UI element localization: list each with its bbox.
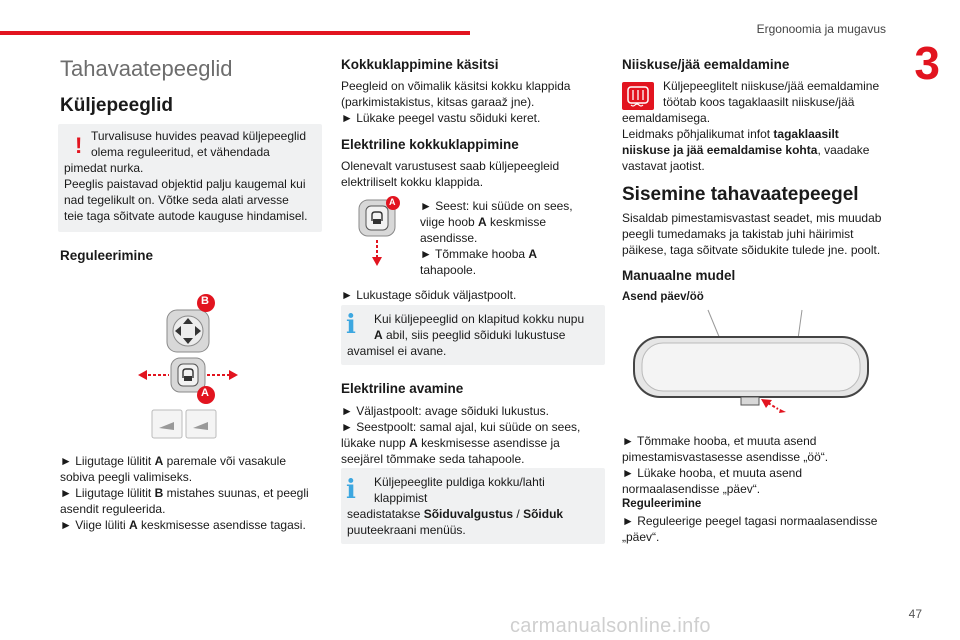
- info-icon: i: [346, 310, 356, 340]
- defrost-line-1: Küljepeeglitelt niiskuse/jää eemaldamine: [663, 79, 880, 93]
- label-a: A: [389, 197, 396, 207]
- mirror-step-1b: pimestamisvastasesse asendisse „öö“.: [622, 450, 829, 464]
- mirror-step-3a: ► Reguleerige peegel tagasi normaalasendisse: [622, 514, 878, 528]
- lock-step: ► Lukustage sõiduk väljastpoolt.: [341, 288, 517, 302]
- page-number: 47: [908, 607, 922, 621]
- interior-line-1: Sisaldab pimestamisvastast seadet, mis muudab: [622, 211, 882, 225]
- step-1-line-1: ► Liigutage lülitit A paremale või vasakule: [60, 454, 286, 468]
- defrost-line-4: Leidmaks põhjalikumat infot tagaklaasilt: [622, 127, 839, 141]
- info-2-line-4: puuteekraani menüüs.: [347, 523, 466, 537]
- defrost-line-5: niiskuse ja jää eemaldamise kohta, vaadake: [622, 143, 870, 157]
- step-3: ► Viige lüliti A keskmisesse asendisse tagasi.: [60, 518, 306, 532]
- info-1-line-1: Kui küljepeeglid on klapitud kokku nupu: [374, 312, 585, 326]
- rearview-mirror-illustration: [630, 305, 880, 415]
- defrost-line-2: töötab koos tagaklaasilt niiskuse/jää: [663, 95, 855, 109]
- electric-open-heading: Elektriline avamine: [341, 381, 464, 396]
- info-icon: i: [346, 475, 356, 505]
- defrost-line-3: eemaldamisega.: [622, 111, 711, 125]
- warning-text-2: olema reguleeritud, et vähendada: [91, 145, 270, 159]
- warning-text-3: pimedat nurka.: [64, 161, 144, 175]
- electric-fold-line-2: elektriliselt kokku klappida.: [341, 175, 484, 189]
- manual-fold-line-1: Peegleid on võimalik käsitsi kokku klappida: [341, 79, 571, 93]
- info-1-line-2: A abil, siis peeglid sõiduki lukustuse: [374, 328, 566, 342]
- page-title: Tahavaatepeeglid: [60, 56, 233, 81]
- mirror-step-2b: normaalasendisse „päev“.: [622, 482, 761, 496]
- interior-line-2: peegli tumedamaks ja takistab juhi häirimist: [622, 227, 854, 241]
- info-box-2: [341, 468, 605, 544]
- defrost-heading: Niiskuse/jää eemaldamine: [622, 57, 790, 72]
- open-line-1: ► Väljastpoolt: avage sõiduki lukustus.: [341, 404, 549, 418]
- open-line-3: lükake nupp A keskmisesse asendisse ja: [341, 436, 560, 450]
- manual-fold-line-3: ► Lükake peegel vastu sõiduki keret.: [341, 111, 541, 125]
- adjust-heading: Reguleerimine: [60, 248, 154, 263]
- info-2-line-2: klappimist: [374, 491, 428, 505]
- open-line-4: seejärel tõmmake seda tahapoole.: [341, 452, 525, 466]
- info-box-1: [341, 305, 605, 365]
- warning-text-1: Turvalisuse huvides peavad küljepeeglid: [91, 129, 307, 143]
- info-2-line-3: seadistatakse Sõiduvalgustus / Sõiduk: [347, 507, 564, 521]
- fold-step-line-3: asendisse.: [420, 231, 478, 245]
- chapter-number: 3: [914, 37, 940, 89]
- fold-step-line-4: ► Tõmmake hooba A: [420, 247, 538, 261]
- info-2-line-1: Küljepeeglite puldiga kokku/lahti: [374, 475, 545, 489]
- manual-fold-heading: Kokkuklappimine käsitsi: [341, 57, 499, 72]
- interior-line-3: päikese, taga sõitvate sõidukite tulede jne. poolt.: [622, 243, 881, 257]
- label-a: A: [201, 387, 209, 399]
- watermark: carmanualsonline.info: [510, 615, 711, 637]
- header-accent-bar: [0, 31, 470, 35]
- electric-fold-line-1: Olenevalt varustusest saab küljepeegleid: [341, 159, 560, 173]
- info-1-line-3: avamisel ei avane.: [347, 344, 447, 358]
- warning-icon: !: [75, 133, 83, 158]
- day-night-heading: Asend päev/öö: [622, 291, 704, 303]
- warning-text-4: Peeglis paistavad objektid palju kaugemal kui: [64, 177, 306, 191]
- interior-mirror-heading: Sisemine tahavaatepeegel: [622, 184, 859, 205]
- manual-model-heading: Manuaalne mudel: [622, 268, 736, 283]
- mirror-step-3b: „päev“.: [622, 530, 660, 544]
- section-title: Ergonoomia ja mugavus: [756, 22, 886, 36]
- adjust-subheading: Reguleerimine: [622, 498, 702, 510]
- mirror-step-2a: ► Lükake hooba, et muuta asend: [622, 466, 802, 480]
- manual-fold-line-2: (parkimistakistus, kitsas garaaž jne).: [341, 95, 535, 109]
- label-b: B: [201, 295, 209, 307]
- fold-step-line-1: ► Seest: kui süüde on sees,: [420, 199, 573, 213]
- step-1-line-2: sobiva peegli valimiseks.: [60, 470, 193, 484]
- mirror-step-1a: ► Tõmmake hooba, et muuta asend: [622, 434, 817, 448]
- warning-text-5: nad tegelikult on. Võtke seda alati arvesse: [64, 193, 289, 207]
- step-2-line-1: ► Liigutage lülitit B mistahes suunas, et peegli: [60, 486, 309, 500]
- electric-fold-heading: Elektriline kokkuklappimine: [341, 137, 519, 152]
- fold-step-line-2: viige hoob A keskmisse: [420, 215, 547, 229]
- warning-text-6: teie taga sõitvate autode kauguse hindamisel.: [64, 209, 308, 223]
- open-line-2: ► Seestpoolt: samal ajal, kui süüde on sees,: [341, 420, 581, 434]
- warning-box: [58, 124, 322, 232]
- mirror-control-illustration: [138, 292, 238, 444]
- side-mirrors-heading: Küljepeeglid: [60, 95, 173, 116]
- fold-step-line-5: tahapoole.: [420, 263, 477, 277]
- defrost-line-6: vastavat jaotist.: [622, 159, 705, 173]
- step-2-line-2: asendit reguleerida.: [60, 502, 166, 516]
- rear-defrost-icon: [622, 82, 654, 110]
